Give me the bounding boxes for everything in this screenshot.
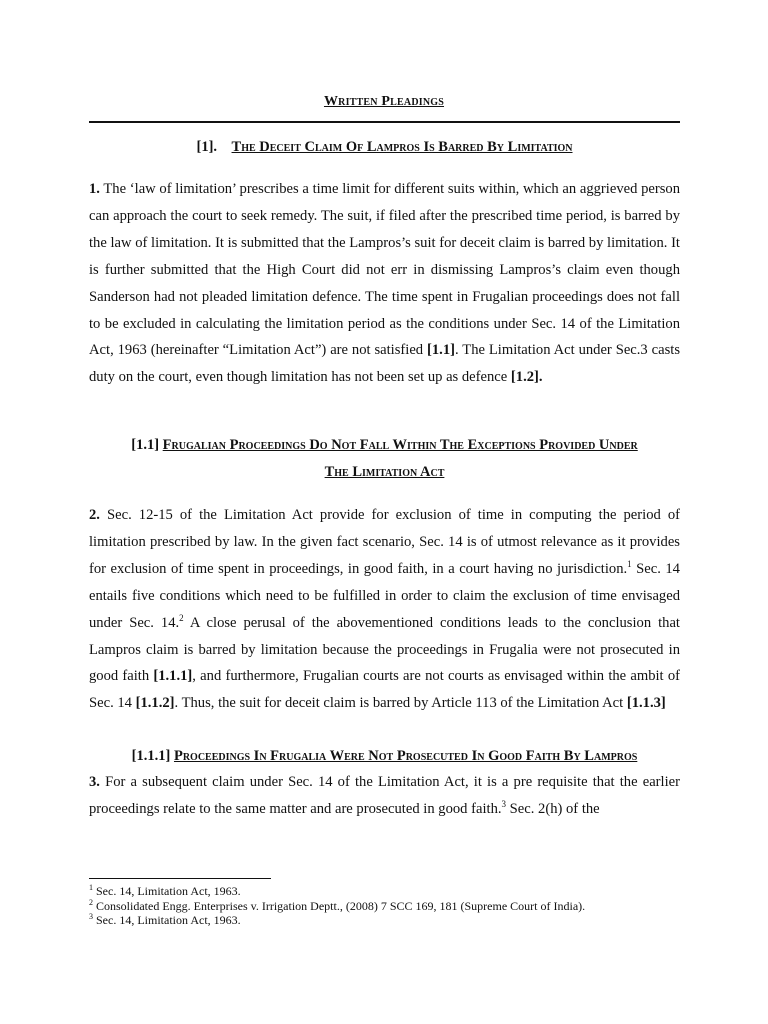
paragraph-2-text-d: , and furthermore, Frugalian courts are not courts as envisaged within the ambit of Sec. 14: [89, 668, 680, 712]
paragraph-1-number: 1.: [89, 181, 100, 197]
paragraph-3: [89, 769, 680, 823]
heading-2-continued: [89, 464, 680, 481]
paragraph-3-number: 3.: [89, 774, 100, 790]
paragraph-3-text-b: Sec. 2(h) of the: [506, 800, 600, 817]
paragraph-2-text-b: Sec. 14 entails five conditions which need to be fulfilled in order to claim the exclusion of time envisaged under Sec. 14.: [89, 560, 680, 631]
footnote-3-text: Sec. 14, Limitation Act, 1963.: [93, 913, 241, 927]
heading-2-line-2: The Limitation Act: [324, 464, 445, 480]
footnote-2-text: Consolidated Engg. Enterprises v. Irrigation Deptt., (2008) 7 SCC 169, 181 (Supreme Court of India).: [93, 898, 586, 913]
paragraph-3-text-a: For a subsequent claim under Sec. 14 of the Limitation Act, it is a pre requisite that the earlier proceedings relate to the same matter and are prosecuted in good faith.: [89, 774, 680, 817]
paragraph-2-number: 2.: [89, 507, 100, 523]
paragraph-2-ref-2: [1.1.2]: [135, 695, 175, 712]
footnote-1: [89, 884, 689, 899]
footnote-2: [89, 899, 689, 914]
footnotes: [89, 884, 689, 928]
footnote-2-number: 2: [89, 897, 93, 907]
title-rule: [89, 121, 680, 123]
paragraph-1-text-a: The ‘law of limitation’ prescribes a time limit for different suits within, which an aggrieved person can approach the court to seek remedy. The suit, if filed after the prescribed time period, is barred by the law of limitation. It is submitted that the Lampros’s suit for deceit claim is barred by limitation. It is further submitted that the High Court did not err in dismissing Lampros’s claim even though Sanderson had not pleaded limitation defence. The time spent in Frugalian proceedings does not fall to be excluded in calculating the limitation period as the conditions under Sec. 14 of the Limitation Act, 1963 (hereinafter “Limitation Act”) are not satisfied: [89, 181, 680, 359]
document-title: Written Pleadings: [323, 94, 445, 109]
heading-3-text: Proceedings In Frugalia Were Not Prosecuted In Good Faith By Lampros: [173, 748, 638, 764]
paragraph-1-text-b: . The Limitation Act under Sec.3 casts duty on the court, even though limitation has not been set up as defence: [89, 342, 680, 386]
paragraph-2-ref-1: [1.1.1]: [153, 668, 193, 685]
paragraph-2-text-a: Sec. 12-15 of the Limitation Act provide for exclusion of time in computing the period of limitation prescribed by law. In the given fact scenario, Sec. 14 is of utmost relevance as it provides for exclusion of time spent in proceedings, in good faith, in a court having no jurisdiction.: [89, 507, 680, 577]
footnote-ref-2[interactable]: 2: [179, 612, 184, 623]
paragraph-1-ref-1: [1.1]: [427, 342, 455, 359]
footnote-3-number: 3: [89, 912, 93, 921]
heading-2: [89, 437, 680, 454]
paragraph-2-text-c: A close perusal of the abovementioned conditions leads to the conclusion that Lampros claim is barred by limitation because the proceedings in Frugalia were not prosecuted in good faith: [89, 614, 680, 685]
footnote-ref-3[interactable]: 3: [501, 799, 507, 810]
heading-1-number: [1].: [196, 139, 218, 155]
footnote-separator: [89, 878, 271, 879]
heading-3-number: [1.1.1]: [131, 748, 171, 764]
heading-2-number: [1.1]: [131, 437, 160, 453]
heading-2-line-1: Frugalian Proceedings Do Not Fall Within The Exceptions Provided Under: [162, 437, 638, 453]
paragraph-1-ref-2: [1.2].: [510, 369, 543, 386]
paragraph-2-text-e: . Thus, the suit for deceit claim is barred by Article 113 of the Limitation Act: [174, 695, 627, 712]
heading-1: [89, 139, 680, 156]
footnote-3: [89, 913, 689, 928]
footnote-ref-1[interactable]: 1: [627, 558, 632, 569]
heading-1-text: The Deceit Claim Of Lampros Is Barred By Limitation: [231, 139, 573, 155]
paragraph-2-ref-3: [1.1.3]: [626, 695, 666, 712]
paragraph-1: [89, 176, 680, 391]
footnote-1-number: 1: [89, 883, 93, 892]
footnote-1-text: Sec. 14, Limitation Act, 1963.: [93, 884, 241, 898]
heading-3: [89, 748, 680, 765]
paragraph-2: [89, 502, 680, 717]
